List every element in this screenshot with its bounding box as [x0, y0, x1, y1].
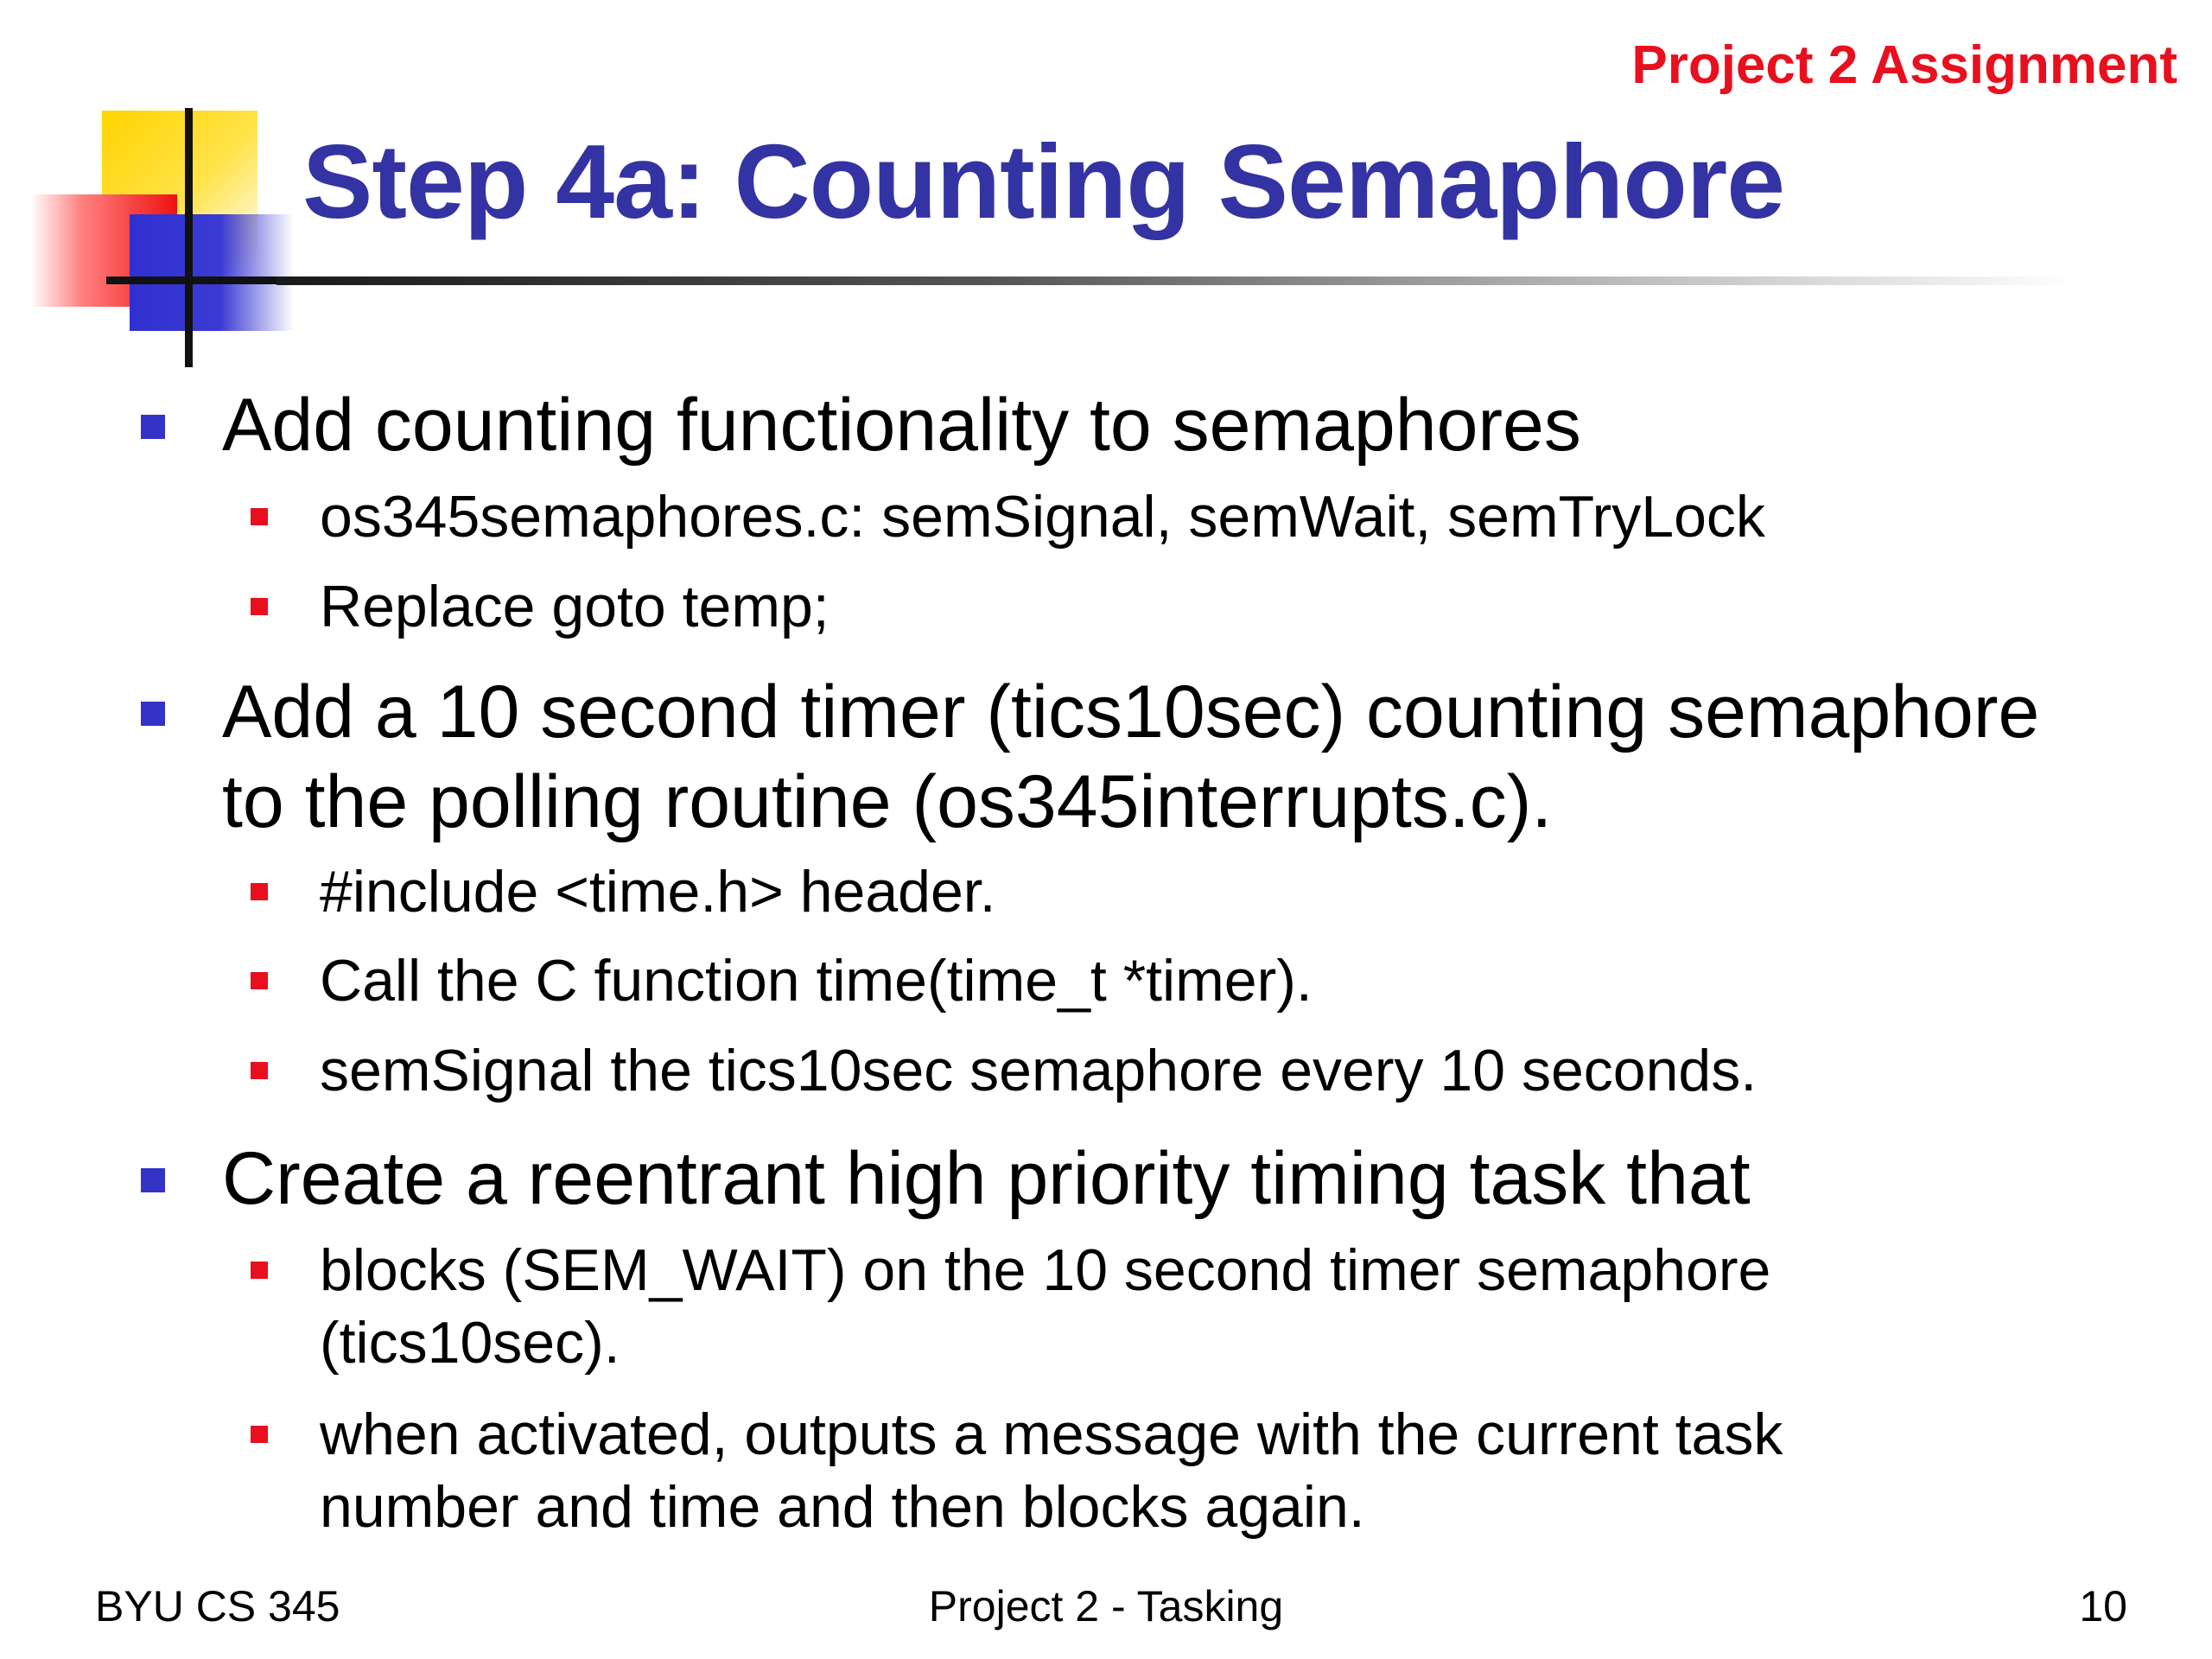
footer-page-number: 10 — [2079, 1582, 2127, 1630]
sub-bullet-item — [320, 570, 830, 643]
logo-vertical-line — [185, 108, 193, 367]
logo-horizontal-line — [106, 276, 279, 284]
sub-bullet-text: #include <time.h> header. — [320, 859, 996, 925]
bullet-text: Add counting functionality to semaphores — [222, 384, 1581, 467]
bullet-text: to the polling routine (os345interrupts.c). — [222, 760, 1553, 843]
sub-bullet-square-icon — [251, 972, 268, 989]
bullet-item — [222, 667, 2039, 847]
sub-bullet-text: semSignal the tics10sec semaphore every 10 seconds. — [320, 1038, 1758, 1103]
sub-bullet-text: when activated, outputs a message with the current task — [320, 1402, 1783, 1467]
sub-bullet-item — [320, 1034, 1757, 1107]
sub-bullet-item — [320, 944, 1313, 1017]
sub-bullet-square-icon — [251, 1262, 268, 1279]
bullet-square-icon — [141, 702, 165, 726]
bullet-item — [222, 1134, 1751, 1224]
sub-bullet-text: Call the C function time(time_t *timer). — [320, 948, 1313, 1014]
sub-bullet-text: number and time and then blocks again. — [320, 1474, 1365, 1540]
bullet-text: Create a reentrant high priority timing task that — [222, 1137, 1751, 1220]
sub-bullet-item — [320, 1398, 1783, 1543]
decorative-logo — [0, 0, 311, 372]
footer-title: Project 2 - Tasking — [928, 1582, 1284, 1630]
logo-blue-square — [130, 214, 294, 331]
title-underline — [276, 276, 2074, 285]
sub-bullet-square-icon — [251, 883, 268, 900]
sub-bullet-item — [320, 855, 996, 928]
sub-bullet-square-icon — [251, 508, 268, 525]
header-tag: Project 2 Assignment — [1631, 35, 2177, 95]
bullet-text: Add a 10 second timer (tics10sec) counting semaphore — [222, 671, 2040, 753]
footer-course: BYU CS 345 — [95, 1582, 340, 1630]
sub-bullet-text: blocks (SEM_WAIT) on the 10 second timer semaphore — [320, 1237, 1771, 1303]
sub-bullet-square-icon — [251, 598, 268, 615]
bullet-item — [222, 380, 1581, 470]
sub-bullet-square-icon — [251, 1062, 268, 1079]
sub-bullet-square-icon — [251, 1426, 268, 1443]
sub-bullet-item — [320, 480, 1765, 553]
sub-bullet-item — [320, 1234, 1770, 1379]
bullet-square-icon — [141, 415, 165, 439]
sub-bullet-text: os345semaphores.c: semSignal, semWait, semTryLock — [320, 484, 1765, 550]
sub-bullet-text: (tics10sec). — [320, 1310, 620, 1376]
bullet-square-icon — [141, 1168, 165, 1192]
slide-title: Step 4a: Counting Semaphore — [302, 123, 1785, 240]
sub-bullet-text: Replace goto temp; — [320, 574, 830, 639]
